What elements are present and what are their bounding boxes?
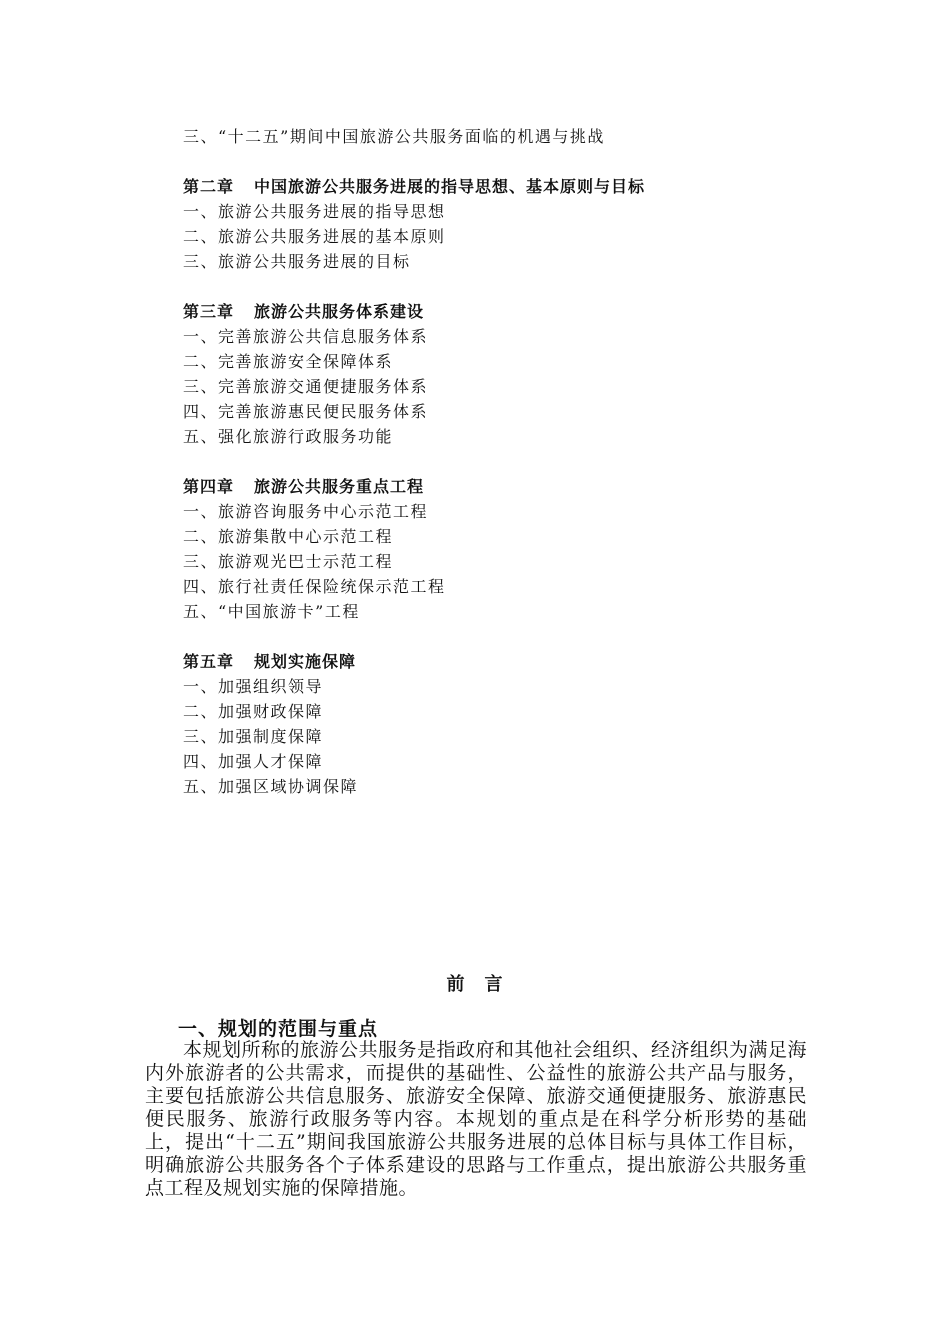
section-heading: 一、规划的范围与重点 [178,1018,379,1040]
chapter-heading [183,299,823,324]
toc-item: 三、完善旅游交通便捷服务体系 [183,377,429,396]
toc-item: 五、加强区域协调保障 [183,777,359,796]
chapter-number: 第二章 [183,177,235,196]
chapter-heading [183,649,823,674]
toc-item: 四、加强人才保障 [183,752,324,771]
toc-item: 四、旅行社责任保险统保示范工程 [183,577,446,596]
toc-item: 二、旅游集散中心示范工程 [183,527,394,546]
toc-item: 五、强化旅游行政服务功能 [183,427,394,446]
table-of-contents [183,124,823,799]
toc-item: 一、完善旅游公共信息服务体系 [183,327,429,346]
toc-item: 三、“十二五”期间中国旅游公共服务面临的机遇与挑战 [183,127,605,146]
chapter-2 [183,174,823,274]
chapter-heading [183,474,823,499]
toc-item: 三、旅游公共服务进展的目标 [183,252,411,271]
toc-item: 三、旅游观光巴士示范工程 [183,552,394,571]
chapter-title: 旅游公共服务重点工程 [254,477,425,496]
chapter-number: 第四章 [183,477,235,496]
chapter-3 [183,299,823,449]
toc-item: 一、旅游公共服务进展的指导思想 [183,202,446,221]
chapter-title: 旅游公共服务体系建设 [254,302,425,321]
chapter-number: 第三章 [183,302,235,321]
toc-item: 二、旅游公共服务进展的基本原则 [183,227,446,246]
toc-item: 二、完善旅游安全保障体系 [183,352,394,371]
preface-title: 前 言 [446,974,504,995]
chapter-number: 第五章 [183,652,235,671]
toc-item: 二、加强财政保障 [183,702,324,721]
chapter-heading [183,174,823,199]
toc-item: 三、加强制度保障 [183,727,324,746]
toc-item: 一、旅游咨询服务中心示范工程 [183,502,429,521]
chapter-title: 中国旅游公共服务进展的指导思想、基本原则与目标 [254,177,646,196]
chapter-4 [183,474,823,624]
toc-item: 五、“中国旅游卡”工程 [183,602,360,621]
toc-item: 一、加强组织领导 [183,677,324,696]
chapter-title: 规划实施保障 [254,652,357,671]
body-paragraph: 本规划所称的旅游公共服务是指政府和其他社会组织、经济组织为满足海内外旅游者的公共需求，而提供的基础性、公益性的旅游公共产品与服务，主要包括旅游公共信息服务、旅游安全保障、旅游交通便捷服务、旅游惠民便民服务、旅游行政服务等内容。本规划的重点是在科学分析形势的基础上，提出“十二五”期间我国旅游公共服务进展的总体目标与具体工作目标，明确旅游公共服务各个子体系建设的思路与工作重点，提出旅游公共服务重点工程及规划实施的保障措施。 [145,1039,808,1199]
chapter-5 [183,649,823,799]
toc-item: 四、完善旅游惠民便民服务体系 [183,402,429,421]
